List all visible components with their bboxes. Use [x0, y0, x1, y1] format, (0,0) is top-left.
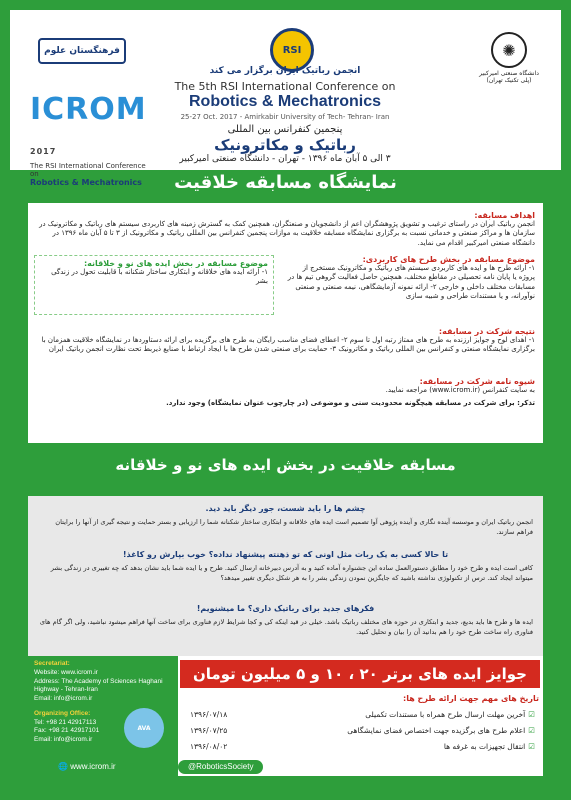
date-row [190, 726, 535, 740]
info-card [28, 203, 543, 443]
website-row [34, 669, 174, 678]
note-text: تذکر: برای شرکت در مسابقه هیچگونه محدودیت سنی و موضوعی (در چارچوب عنوان نمایشگاه) وجود ندارد. [166, 399, 535, 407]
result-section [35, 327, 535, 355]
conference-date-fa: ۳ الی ۵ آبان ماه ۱۳۹۶ - تهران - دانشگاه صنعتی امیرکبیر [179, 154, 391, 164]
social-pill[interactable] [178, 760, 263, 774]
date-event [444, 742, 535, 751]
academy-logo [38, 38, 126, 64]
website-link[interactable]: www.icrom.ir [60, 668, 98, 676]
novel-ideas-card [28, 496, 543, 656]
site-pill[interactable]: 🌐 www.icrom.ir [48, 760, 126, 774]
rsi-logo-text: RSI [282, 44, 302, 56]
date-event-label: انتقال تجهیزات به غرفه ها [443, 742, 526, 751]
date-value: ۱۳۹۶/۰۷/۱۸ [190, 710, 228, 719]
prize-banner: جوایز ایده های برتر ۲۰ ، ۱۰ و ۵ میلیون تومان [180, 660, 540, 688]
date-row [190, 742, 535, 756]
novel-ideas-banner: مسابقه خلاقیت در بخش ایده های نو و خلاقانه [115, 456, 456, 474]
organizing-title: Organizing Office: [34, 709, 91, 717]
secretariat-title: Secretariat: [34, 660, 70, 667]
paragraph-2: کافی است ایده و طرح خود را مطابق دستورالعمل ساده این جشنواره آماده کنید و به آدرس دبیرخانه ارسال کنید. طرح و یا ایده شما باید نشان بدهد که چه تغییری در زندگی بشر میتواند ایجاد کند. ترس از تکنولوژی نداشته باشید که جایگزین نمودن زندگی بشر را به هر شکل دیگری تغییر میدهد؟ [50, 564, 533, 582]
organizer-line: انجمن رباتیک ایران برگزار می کند [209, 66, 361, 76]
how-section [35, 377, 535, 395]
email-row [34, 695, 174, 704]
ava-logo-text: AVA [137, 724, 151, 732]
website-label: Website: [34, 668, 60, 676]
tel-value: +98 21 42917113 [45, 718, 97, 726]
conference-title-en-1: The 5th RSI International Conference on [174, 80, 396, 93]
date-event [365, 710, 535, 719]
novel-topic [34, 255, 274, 315]
checkbox-icon: ☑ [528, 710, 535, 719]
conference-title-fa-1: پنجمین کنفرانس بین المللی [227, 124, 343, 135]
goals-title: اهداف مسابقه: [474, 211, 535, 220]
university-name: دانشگاه صنعتی امیرکبیر (پلی تکنیک تهران) [479, 70, 539, 85]
university-seal-icon: ✺ [491, 32, 527, 68]
result-title: نتیجه شرکت در مسابقه: [438, 327, 535, 336]
applied-text: ۱- ارائه طرح ها و ایده های کاربردی سیستم های رباتیک و مکاترونیک مستخرج از پروژه یا پایان نامه تحصیلی در مقاطع مختلف، همچنین حاصل فعالیت گروهی تیم ها در مسابقات مختلف داخلی و خارجی ۲- ارائه نمونه آزمایشگاهی، نیمه صنعتی و صنعتی نوآورانه، و یا مستندات طراحی و شبیه سازی [287, 264, 535, 301]
tel-label: Tel: [34, 718, 45, 726]
date-value: ۱۳۹۶/۰۸/۰۲ [190, 742, 228, 751]
footer-links [28, 760, 543, 774]
main-banner: نمایشگاه مسابقه خلاقیت [174, 172, 397, 193]
slogan-2: تا حالا کسی به یک ربات مثل اونی که تو ذهنته پیشنهاد نداده؟ خوب بپارش رو کاغذ! [122, 550, 449, 559]
email-link[interactable]: info@icrom.ir [53, 695, 93, 703]
checkbox-icon: ☑ [528, 726, 535, 735]
applied-title: موضوع مسابقه در بخش طرح های کاربردی: [362, 255, 535, 264]
date-event-label: اعلام طرح های برگزیده جهت اختصاص فضای نمایشگاهی [347, 726, 526, 735]
email2-label: Email: [34, 736, 53, 744]
social-text: @RoboticsSociety [188, 762, 254, 771]
fax-label: Fax: [34, 727, 47, 735]
university-logo [479, 32, 539, 84]
slogan-1: چشم ها را باید شست، جور دیگر باید دید. [205, 504, 366, 513]
address-row [34, 678, 174, 696]
conference-title-fa-2: رباتیک و مکاترونیک [214, 136, 356, 154]
goals-text: انجمن رباتیک ایران در راستای ترغیب و تشویق پژوهشگران اعم از دانشجویان و صنعتگران، همچنین کمک به گسترش زمینه های کاربردی سیستم های رباتیک و مکاترونیک در سازمان ها و مراکز صنعتی و خدماتی نسبت به برگزاری نمایشگاه مسابقه خلاقیت به موازات پنجمین کنفرانس بین المللی رباتیک و مکاترونیک از ۳ تا ۵ آبان ماه ۱۳۹۶ در دانشگاه صنعتی امیرکبیر اقدام می نماید. [39, 220, 535, 247]
academy-logo-text: فرهنگستان علوم [44, 46, 120, 56]
conference-title-en-2: Robotics & Mechatronics [188, 93, 382, 110]
paragraph-3: ایده ها و طرح ها باید بدیع، جدید و ابتکاری در حوزه های مختلف رباتیک باشد. خیلی در قید اینکه کی و کجا شرایط لازم فناوری برای ساخت آنها فراهم میشود نباشید، ولی اگر گام های فناوری راه ساخت طرح خود را هم بدانید آن را بیان و تحلیل کنید. [39, 618, 533, 636]
how-title: شیوه نامه شرکت در مسابقه: [419, 377, 535, 386]
address-label: Address: [34, 677, 60, 685]
fax-value: +98 21 42917101 [48, 727, 100, 735]
address-value: The Academy of Sciences Haghani Highway - Tehran-Iran [34, 677, 163, 694]
email2-link[interactable]: info@icrom.ir [53, 736, 93, 744]
novel-title: موضوع مسابقه در بخش ایده های نو و خلاقانه: [83, 259, 268, 268]
dates-title: تاریخ های مهم جهت ارائه طرح ها: [403, 694, 539, 703]
applied-topic [285, 255, 535, 302]
email-label: Email: [34, 695, 53, 703]
date-event-label: آخرین مهلت ارسال طرح همراه با مستندات تکمیلی [365, 710, 526, 719]
paragraph-1: انجمن رباتیک ایران و موسسه آینده نگاری و آینده پژوهی آوا تصمیم است ایده های خلاقانه و ابتکاری ساختار شکنانه شما را ارزیابی و بستر حمایت و نتیجه گیری از آنها را برایتان فراهم سازند. [55, 518, 533, 536]
ava-logo [124, 708, 164, 748]
date-row [190, 710, 535, 724]
topics-section [34, 255, 535, 325]
how-text: به سایت کنفرانس (www.icrom.ir) مراجعه نمایید. [385, 386, 535, 394]
result-text: ۱- اهدای لوح و جوایز ارزنده به طرح های ممتاز رتبه اول تا سوم ۲- اعطای فضای مناسب رایگان به طرح های برگزیده برای ارائه دستاوردها در نمایشگاه خلاقیت همزمان با برگزاری نمایشگاه صنعتی و کنفرانس بین المللی رباتیک و مکاترونیک ۳- حمایت برای صنعتی شدن طرح ها با ایجاد ارتباط با صنایع ذیربط تحت نظارت انجمن رباتیک ایران [41, 336, 535, 354]
conference-date-en: 25-27 Oct. 2017 - Amirkabir University of Tech- Tehran- Iran [180, 113, 390, 121]
icrom-word: ICROM [30, 92, 147, 127]
date-value: ۱۳۹۶/۰۷/۲۵ [190, 726, 228, 735]
icrom-sub1: The RSI International Conference on [30, 162, 146, 179]
site-text: www.icrom.ir [70, 762, 116, 771]
date-event [347, 726, 535, 735]
icrom-logo-word [30, 92, 150, 162]
icrom-sub2: Robotics & Mechatronics [30, 178, 142, 188]
slogan-3: فکرهای جدید برای رباتیک داری؟ ما میشنویم! [196, 604, 375, 613]
icrom-year: 2017 [30, 147, 57, 156]
novel-text: ۱- ارائه ایده های خلاقانه و ابتکاری ساختار شکنانه با قابلیت تحول در زندگی بشر [51, 268, 268, 286]
checkbox-icon: ☑ [528, 742, 535, 751]
goals-section [35, 211, 535, 248]
